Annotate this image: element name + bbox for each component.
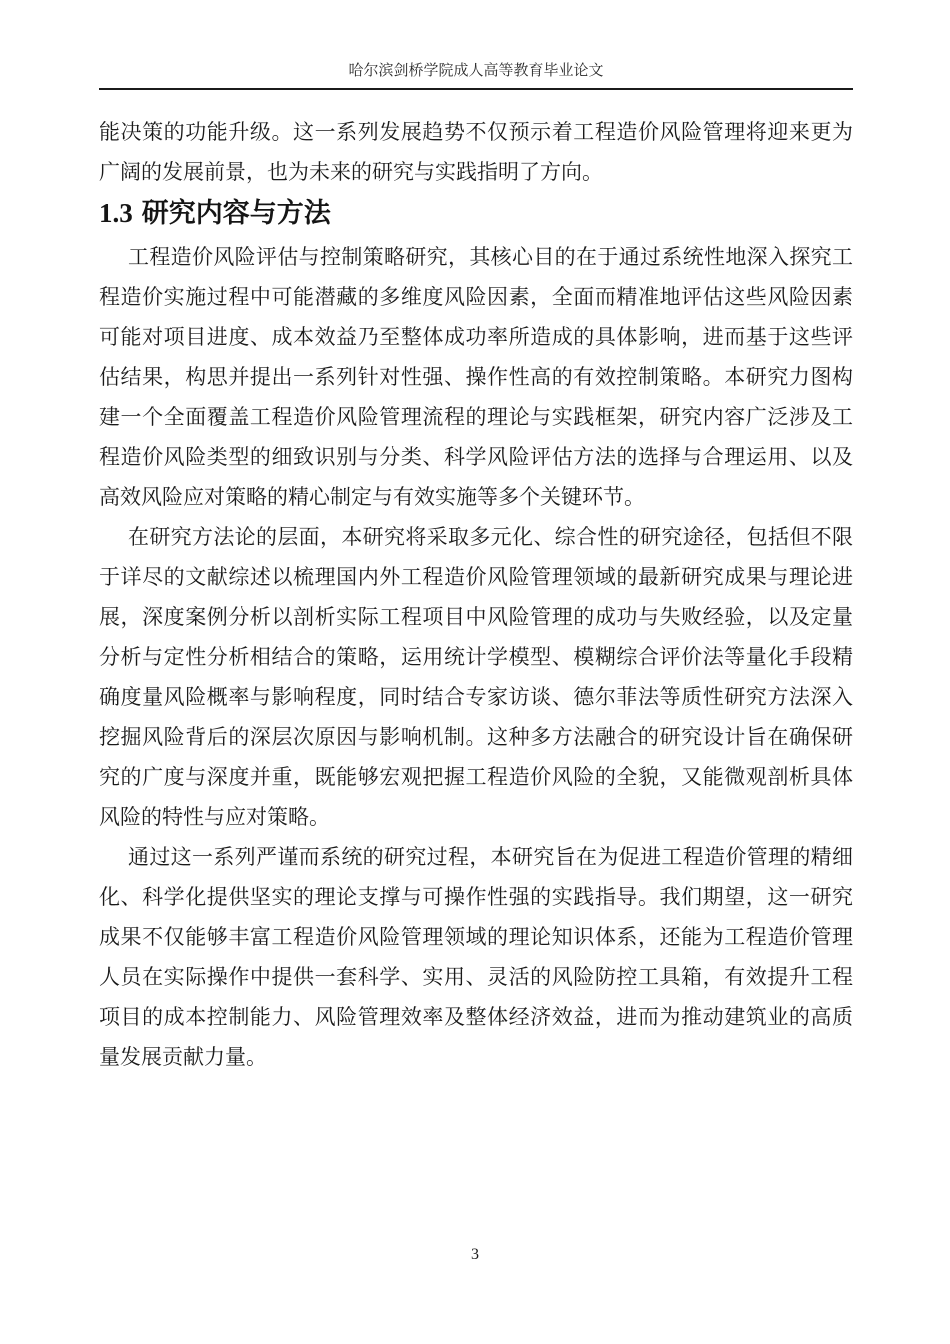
paragraph-continuation: 能决策的功能升级。这一系列发展趋势不仅预示着工程造价风险管理将迎来更为广阔的发展前景，也为未来的研究与实践指明了方向。: [99, 120, 853, 184]
paragraph-methodology: 在研究方法论的层面，本研究将采取多元化、综合性的研究途径，包括但不限于详尽的文献综述以梳理国内外工程造价风险管理领域的最新研究成果与理论进展，深度案例分析以剖析实际工程项目中风险管理的成功与失败经验，以及定量分析与定性分析相结合的策略，运用统计学模型、模糊综合评价法等量化手段精确度量风险概率与影响程度，同时结合专家访谈、德尔菲法等质性研究方法深入挖掘风险背后的深层次原因与影响机制。这种多方法融合的研究设计旨在确保研究的广度与深度并重，既能够宏观把握工程造价风险的全貌，又能微观剖析具体风险的特性与应对策略。: [99, 525, 853, 829]
header-title: 哈尔滨剑桥学院成人高等教育毕业论文: [348, 63, 604, 79]
paragraph-research-content: 工程造价风险评估与控制策略研究，其核心目的在于通过系统性地深入探究工程造价实施过程中可能潜藏的多维度风险因素，全面而精准地评估这些风险因素可能对项目进度、成本效益乃至整体成功率所造成的具体影响，进而基于这些评估结果，构思并提出一系列针对性强、操作性高的有效控制策略。本研究力图构建一个全面覆盖工程造价风险管理流程的理论与实践框架，研究内容广泛涉及工程造价风险类型的细致识别与分类、科学风险评估方法的选择与合理运用、以及高效风险应对策略的精心制定与有效实施等多个关键环节。: [99, 245, 853, 509]
section-heading-title: 研究内容与方法: [141, 198, 331, 229]
page-header: [99, 0, 853, 90]
section-heading-number: 1.3: [99, 198, 133, 228]
page-footer: [0, 1246, 950, 1264]
paragraph-expected-outcome: 通过这一系列严谨而系统的研究过程，本研究旨在为促进工程造价管理的精细化、科学化提供坚实的理论支撑与可操作性强的实践指导。我们期望，这一研究成果不仅能够丰富工程造价风险管理领域的理论知识体系，还能为工程造价管理人员在实际操作中提供一套科学、实用、灵活的风险防控工具箱，有效提升工程项目的成本控制能力、风险管理效率及整体经济效益，进而为推动建筑业的高质量发展贡献力量。: [99, 845, 853, 1069]
section-heading: [99, 196, 853, 231]
page-body: [99, 112, 853, 1077]
page-number: 3: [471, 1246, 479, 1263]
